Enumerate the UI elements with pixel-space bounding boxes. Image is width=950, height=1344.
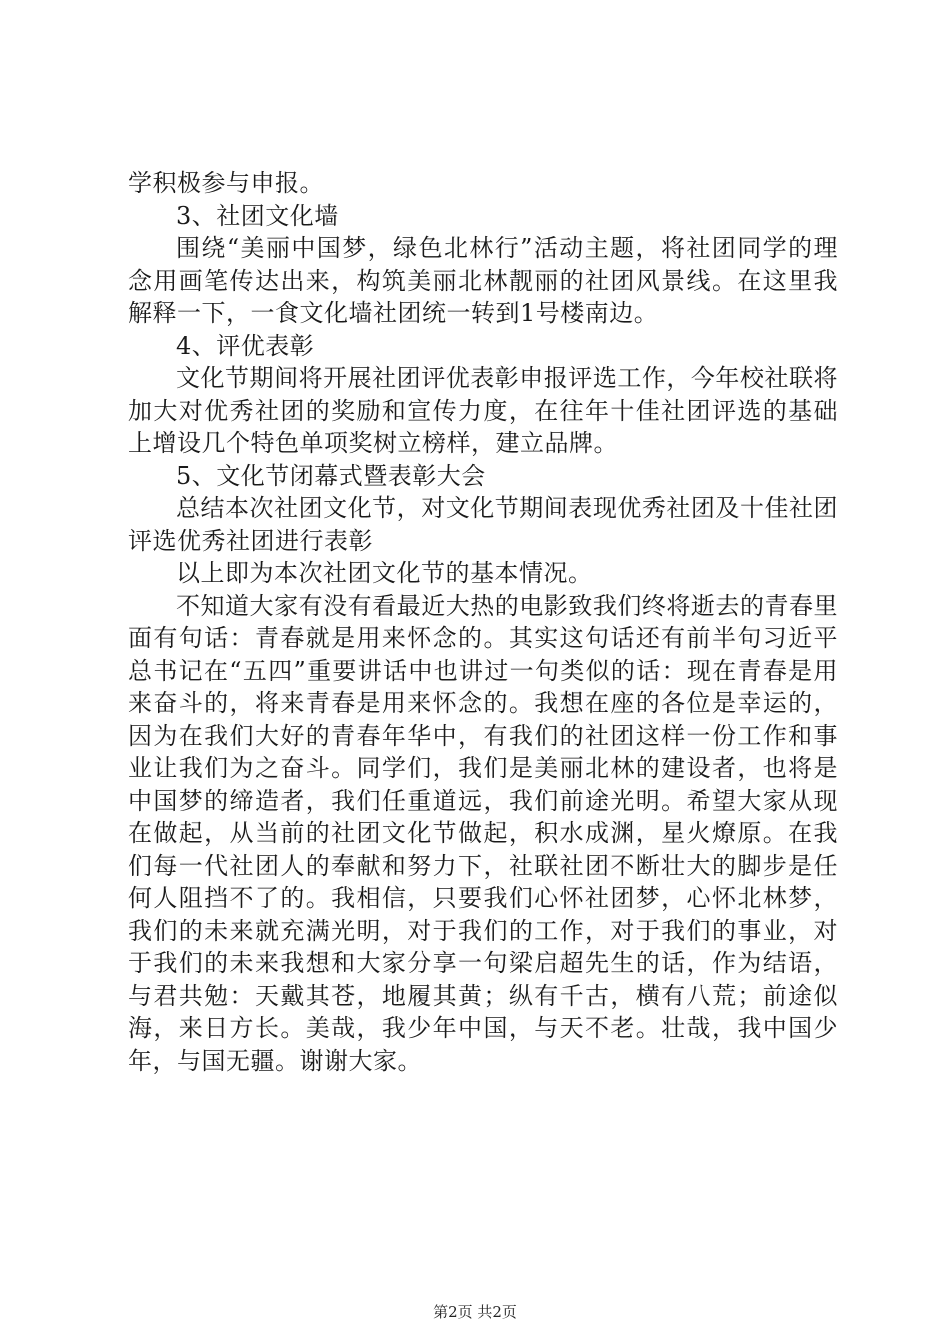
paragraph-awards: 文化节期间将开展社团评优表彰申报评选工作，今年校社联将加大对优秀社团的奖励和宣传力度，在往年十佳社团评选的基础上增设几个特色单项奖树立榜样，建立品牌。 xyxy=(128,364,838,457)
section-heading-culture-wall: 3、社团文化墙 xyxy=(176,201,339,230)
paragraph-speech-conclusion: 不知道大家有没有看最近大热的电影致我们终将逝去的青春里面有句话：青春就是用来怀念的。其实这句话还有前半句习近平总书记在“五四”重要讲话中也讲过一句类似的话：现在青春是用来奋斗的，将来青春是用来怀念的。我想在座的各位是幸运的，因为在我们大好的青春年华中，有我们的社团这样一份工作和事业让我们为之奋斗。同学们，我们是美丽北林的建设者，也将是中国梦的缔造者，我们任重道远，我们前途光明。希望大家从现在做起，从当前的社团文化节做起，积水成渊，星火燎原。在我们每一代社团人的奉献和努力下，社联社团不断壮大的脚步是任何人阻挡不了的。我相信，只要我们心怀社团梦，心怀北林梦，我们的未来就充满光明，对于我们的工作，对于我们的事业，对于我们的未来我想和大家分享一句梁启超先生的话，作为结语，与君共勉：天戴其苍，地履其黄；纵有千古，横有八荒；前途似海，来日方长。美哉，我少年中国，与天不老。壮哉，我中国少年，与国无疆。谢谢大家。 xyxy=(128,591,838,1075)
section-heading-awards: 4、评优表彰 xyxy=(176,331,315,360)
page-footer: 第2页 共2页 xyxy=(433,1303,517,1321)
paragraph-closing-ceremony: 总结本次社团文化节，对文化节期间表现优秀社团及十佳社团评选优秀社团进行表彰 xyxy=(128,494,838,555)
paragraph-summary: 以上即为本次社团文化节的基本情况。 xyxy=(176,559,593,587)
paragraph-culture-wall: 围绕“美丽中国梦，绿色北林行”活动主题，将社团同学的理念用画笔传达出来，构筑美丽北林靓丽的社团风景线。在这里我解释一下，一食文化墙社团统一转到1号楼南边。 xyxy=(128,234,838,327)
document-body xyxy=(128,167,838,1077)
paragraph-continuation: 学积极参与申报。 xyxy=(128,169,324,197)
section-heading-closing-ceremony: 5、文化节闭幕式暨表彰大会 xyxy=(176,461,486,490)
